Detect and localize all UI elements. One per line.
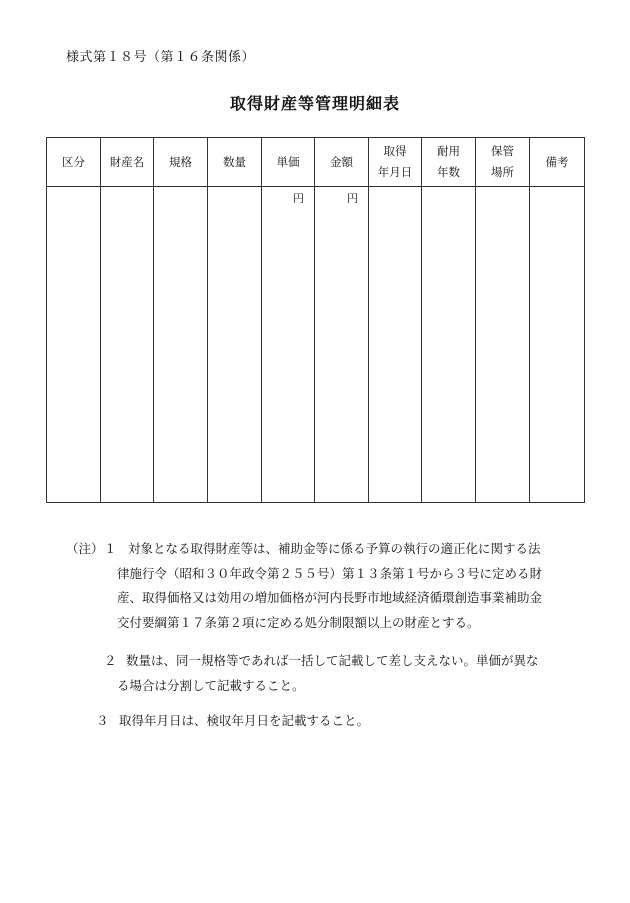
- cell-unit-price[interactable]: [262, 187, 315, 503]
- cell-quantity[interactable]: [208, 187, 262, 503]
- form-number: 様式第１８号（第１６条関係）: [66, 50, 256, 65]
- note-3-number: ３: [96, 713, 109, 728]
- note-1-line-4: 交付要綱第１７条第２項に定める処分制限額以上の財産とする。: [117, 614, 480, 630]
- header-quantity: 数量: [208, 138, 262, 187]
- header-specification: 規格: [154, 138, 208, 187]
- asset-management-table: [46, 137, 585, 503]
- cell-useful-life[interactable]: [422, 187, 476, 503]
- cell-storage-location[interactable]: [476, 187, 530, 503]
- cell-remarks[interactable]: [530, 187, 585, 503]
- header-category: 区分: [47, 138, 101, 187]
- notes-prefix: （注）: [66, 541, 104, 556]
- note-1-line-2: 律施行令（昭和３０年政令第２５５号）第１３条第１号から３号に定める財: [117, 565, 543, 581]
- header-remarks: 備考: [530, 138, 585, 187]
- amount-yen-label: 円: [347, 192, 358, 205]
- header-useful-life: 耐用 年数: [422, 138, 476, 187]
- table-row: [47, 187, 585, 503]
- cell-amount[interactable]: [315, 187, 369, 503]
- note-1-line-1: 対象となる取得財産等は、補助金等に係る予算の執行の適正化に関する法: [128, 541, 541, 556]
- header-storage-location: 保管 場所: [476, 138, 530, 187]
- note-2-line-2: る場合は分割して記載すること。: [117, 678, 305, 693]
- header-asset-name: 財産名: [101, 138, 154, 187]
- table-header-row: [47, 138, 585, 187]
- cell-specification[interactable]: [154, 187, 208, 503]
- header-amount: 金額: [315, 138, 369, 187]
- note-1-line-3: 産、取得価格又は効用の増加価格が河内長野市地域経済循環創造事業補助金: [117, 590, 543, 605]
- cell-acquisition-date[interactable]: [369, 187, 422, 503]
- cell-asset-name[interactable]: [101, 187, 154, 503]
- header-acquisition-date: 取得 年月日: [369, 138, 422, 187]
- cell-category[interactable]: [47, 187, 101, 503]
- note-3-text: 取得年月日は、検収年月日を記載すること。: [119, 713, 370, 728]
- note-1-number: １: [104, 541, 117, 556]
- header-unit-price: 単価: [262, 138, 315, 187]
- note-2-line-1: 数量は、同一規格等であれば一括して記載して差し支えない。単価が異な: [126, 653, 539, 668]
- unit-price-yen-label: 円: [293, 192, 304, 205]
- note-2-number: ２: [104, 653, 117, 668]
- document-title: 取得財産等管理明細表: [229, 94, 400, 113]
